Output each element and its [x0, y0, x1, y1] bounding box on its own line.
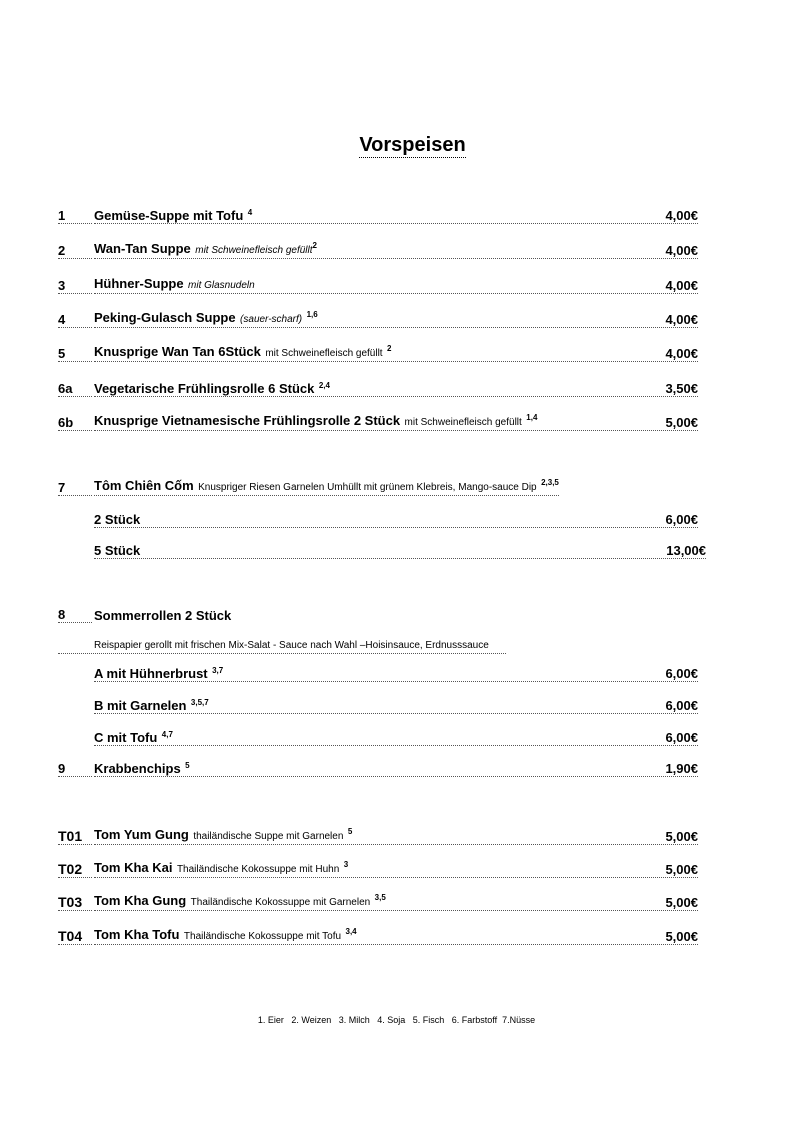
option-name: C mit Tofu [94, 730, 158, 745]
item-description: Knuspriger Riesen Garnelen Umhüllt mit grünem Klebreis, Mango-sauce Dip [198, 482, 537, 493]
allergen-codes: 3,5 [374, 893, 386, 902]
menu-item [58, 759, 698, 779]
item-number: 3 [58, 278, 92, 294]
allergen-codes: 2,4 [318, 381, 330, 390]
option-price: 6,00€ [665, 730, 698, 745]
item-name: Tom Yum Gung [94, 827, 189, 842]
allergen-codes: 3 [343, 860, 349, 869]
allergen-codes: 5 [347, 827, 353, 836]
allergen-codes: 2 [312, 241, 317, 250]
menu-item [58, 860, 698, 880]
item-name: Vegetarische Frühlingsrolle 6 Stück [94, 381, 315, 396]
menu-item [58, 310, 698, 330]
item-number: T01 [58, 829, 92, 845]
menu-option [58, 728, 698, 748]
menu-item [58, 605, 698, 625]
item-description: mit Schweinefleisch gefüllt [404, 417, 522, 428]
allergen-codes: 4,7 [161, 730, 173, 739]
item-number: T04 [58, 929, 92, 945]
item-name: Hühner-Suppe [94, 276, 184, 291]
allergen-codes: 1,4 [526, 413, 538, 422]
item-price: 5,00€ [665, 829, 698, 844]
item-number: T03 [58, 895, 92, 911]
item-number: 6a [58, 381, 92, 397]
item-price: 1,90€ [665, 761, 698, 776]
menu-option [58, 664, 698, 684]
item-description: thailändische Suppe mit Garnelen [193, 831, 344, 842]
allergen-codes: 2 [387, 344, 392, 353]
allergen-codes: 3,5,7 [190, 698, 209, 707]
item-name: Tom Kha Gung [94, 893, 187, 908]
menu-item [58, 827, 698, 847]
item-name: Wan-Tan Suppe [94, 241, 191, 256]
item-price: 4,00€ [665, 243, 698, 258]
menu-item [58, 927, 698, 947]
allergen-codes: 2,3,5 [541, 478, 559, 487]
menu-option [58, 510, 698, 530]
item-name: Knusprige Vietnamesische Frühlingsrolle 2 Stück [94, 413, 401, 428]
allergen-codes: 5 [185, 761, 190, 770]
item-name: Tôm Chiên Cốm [94, 478, 194, 493]
menu-item [58, 344, 698, 364]
menu-item [58, 206, 698, 226]
menu-item [58, 893, 698, 913]
option-price: 6,00€ [665, 512, 698, 527]
option-name: 5 Stück [94, 543, 141, 558]
item-price: 5,00€ [665, 415, 698, 430]
item-price: 5,00€ [665, 895, 698, 910]
item-name: Tom Kha Kai [94, 860, 173, 875]
menu-item-description [58, 636, 698, 656]
allergen-codes: 4 [247, 208, 253, 217]
option-name: B mit Garnelen [94, 698, 187, 713]
option-name: A mit Hühnerbrust [94, 666, 208, 681]
item-number: T02 [58, 862, 92, 878]
menu-item [58, 276, 698, 296]
item-name: Knusprige Wan Tan 6Stück [94, 344, 261, 359]
item-description: (sauer-scharf) [240, 314, 303, 325]
item-name: Tom Kha Tofu [94, 927, 180, 942]
menu-item [58, 413, 698, 433]
item-description: Thailändische Kokossuppe mit Tofu [183, 931, 342, 942]
menu-option [58, 541, 706, 561]
page-title: Vorspeisen [359, 134, 466, 156]
allergen-codes: 3,7 [212, 666, 224, 675]
item-number: 5 [58, 346, 92, 362]
option-price: 13,00€ [666, 543, 706, 558]
item-description: Reispapier gerollt mit frischen Mix-Salat - Sauce nach Wahl –Hoisinsauce, Erdnusssauce [94, 640, 489, 651]
item-name: Gemüse-Suppe mit Tofu [94, 208, 244, 223]
item-number: 8 [58, 607, 92, 623]
item-price: 4,00€ [665, 346, 698, 361]
item-price: 4,00€ [665, 208, 698, 223]
item-description: mit Schweinefleisch gefüllt [265, 348, 383, 359]
menu-option [58, 696, 698, 716]
option-price: 6,00€ [665, 666, 698, 681]
item-description: mit Schweinefleisch gefüllt [195, 245, 313, 256]
item-description: mit Glasnudeln [188, 280, 255, 291]
allergen-codes: 1,6 [306, 310, 318, 319]
item-price: 4,00€ [665, 278, 698, 293]
item-number: 9 [58, 761, 92, 777]
option-price: 6,00€ [665, 698, 698, 713]
allergen-codes: 3,4 [345, 927, 357, 936]
item-price: 3,50€ [665, 381, 698, 396]
item-description: Thailändische Kokossuppe mit Garnelen [190, 897, 371, 908]
item-description: Thailändische Kokossuppe mit Huhn [176, 864, 340, 875]
menu-item [58, 379, 698, 399]
item-number: 4 [58, 312, 92, 328]
allergen-legend: 1. Eier 2. Weizen 3. Milch 4. Soja 5. Fisch 6. Farbstoff 7.Nüsse [257, 1015, 536, 1025]
item-price: 5,00€ [665, 929, 698, 944]
item-number: 2 [58, 243, 92, 259]
item-name: Krabbenchips [94, 761, 181, 776]
item-number: 7 [58, 480, 92, 496]
menu-item [58, 241, 698, 261]
item-name: Peking-Gulasch Suppe [94, 310, 236, 325]
option-name: 2 Stück [94, 512, 141, 527]
item-name: Sommerrollen 2 Stück [94, 608, 232, 623]
menu-item [58, 478, 698, 498]
item-number: 1 [58, 208, 92, 224]
item-price: 5,00€ [665, 862, 698, 877]
item-price: 4,00€ [665, 312, 698, 327]
item-number: 6b [58, 415, 92, 431]
